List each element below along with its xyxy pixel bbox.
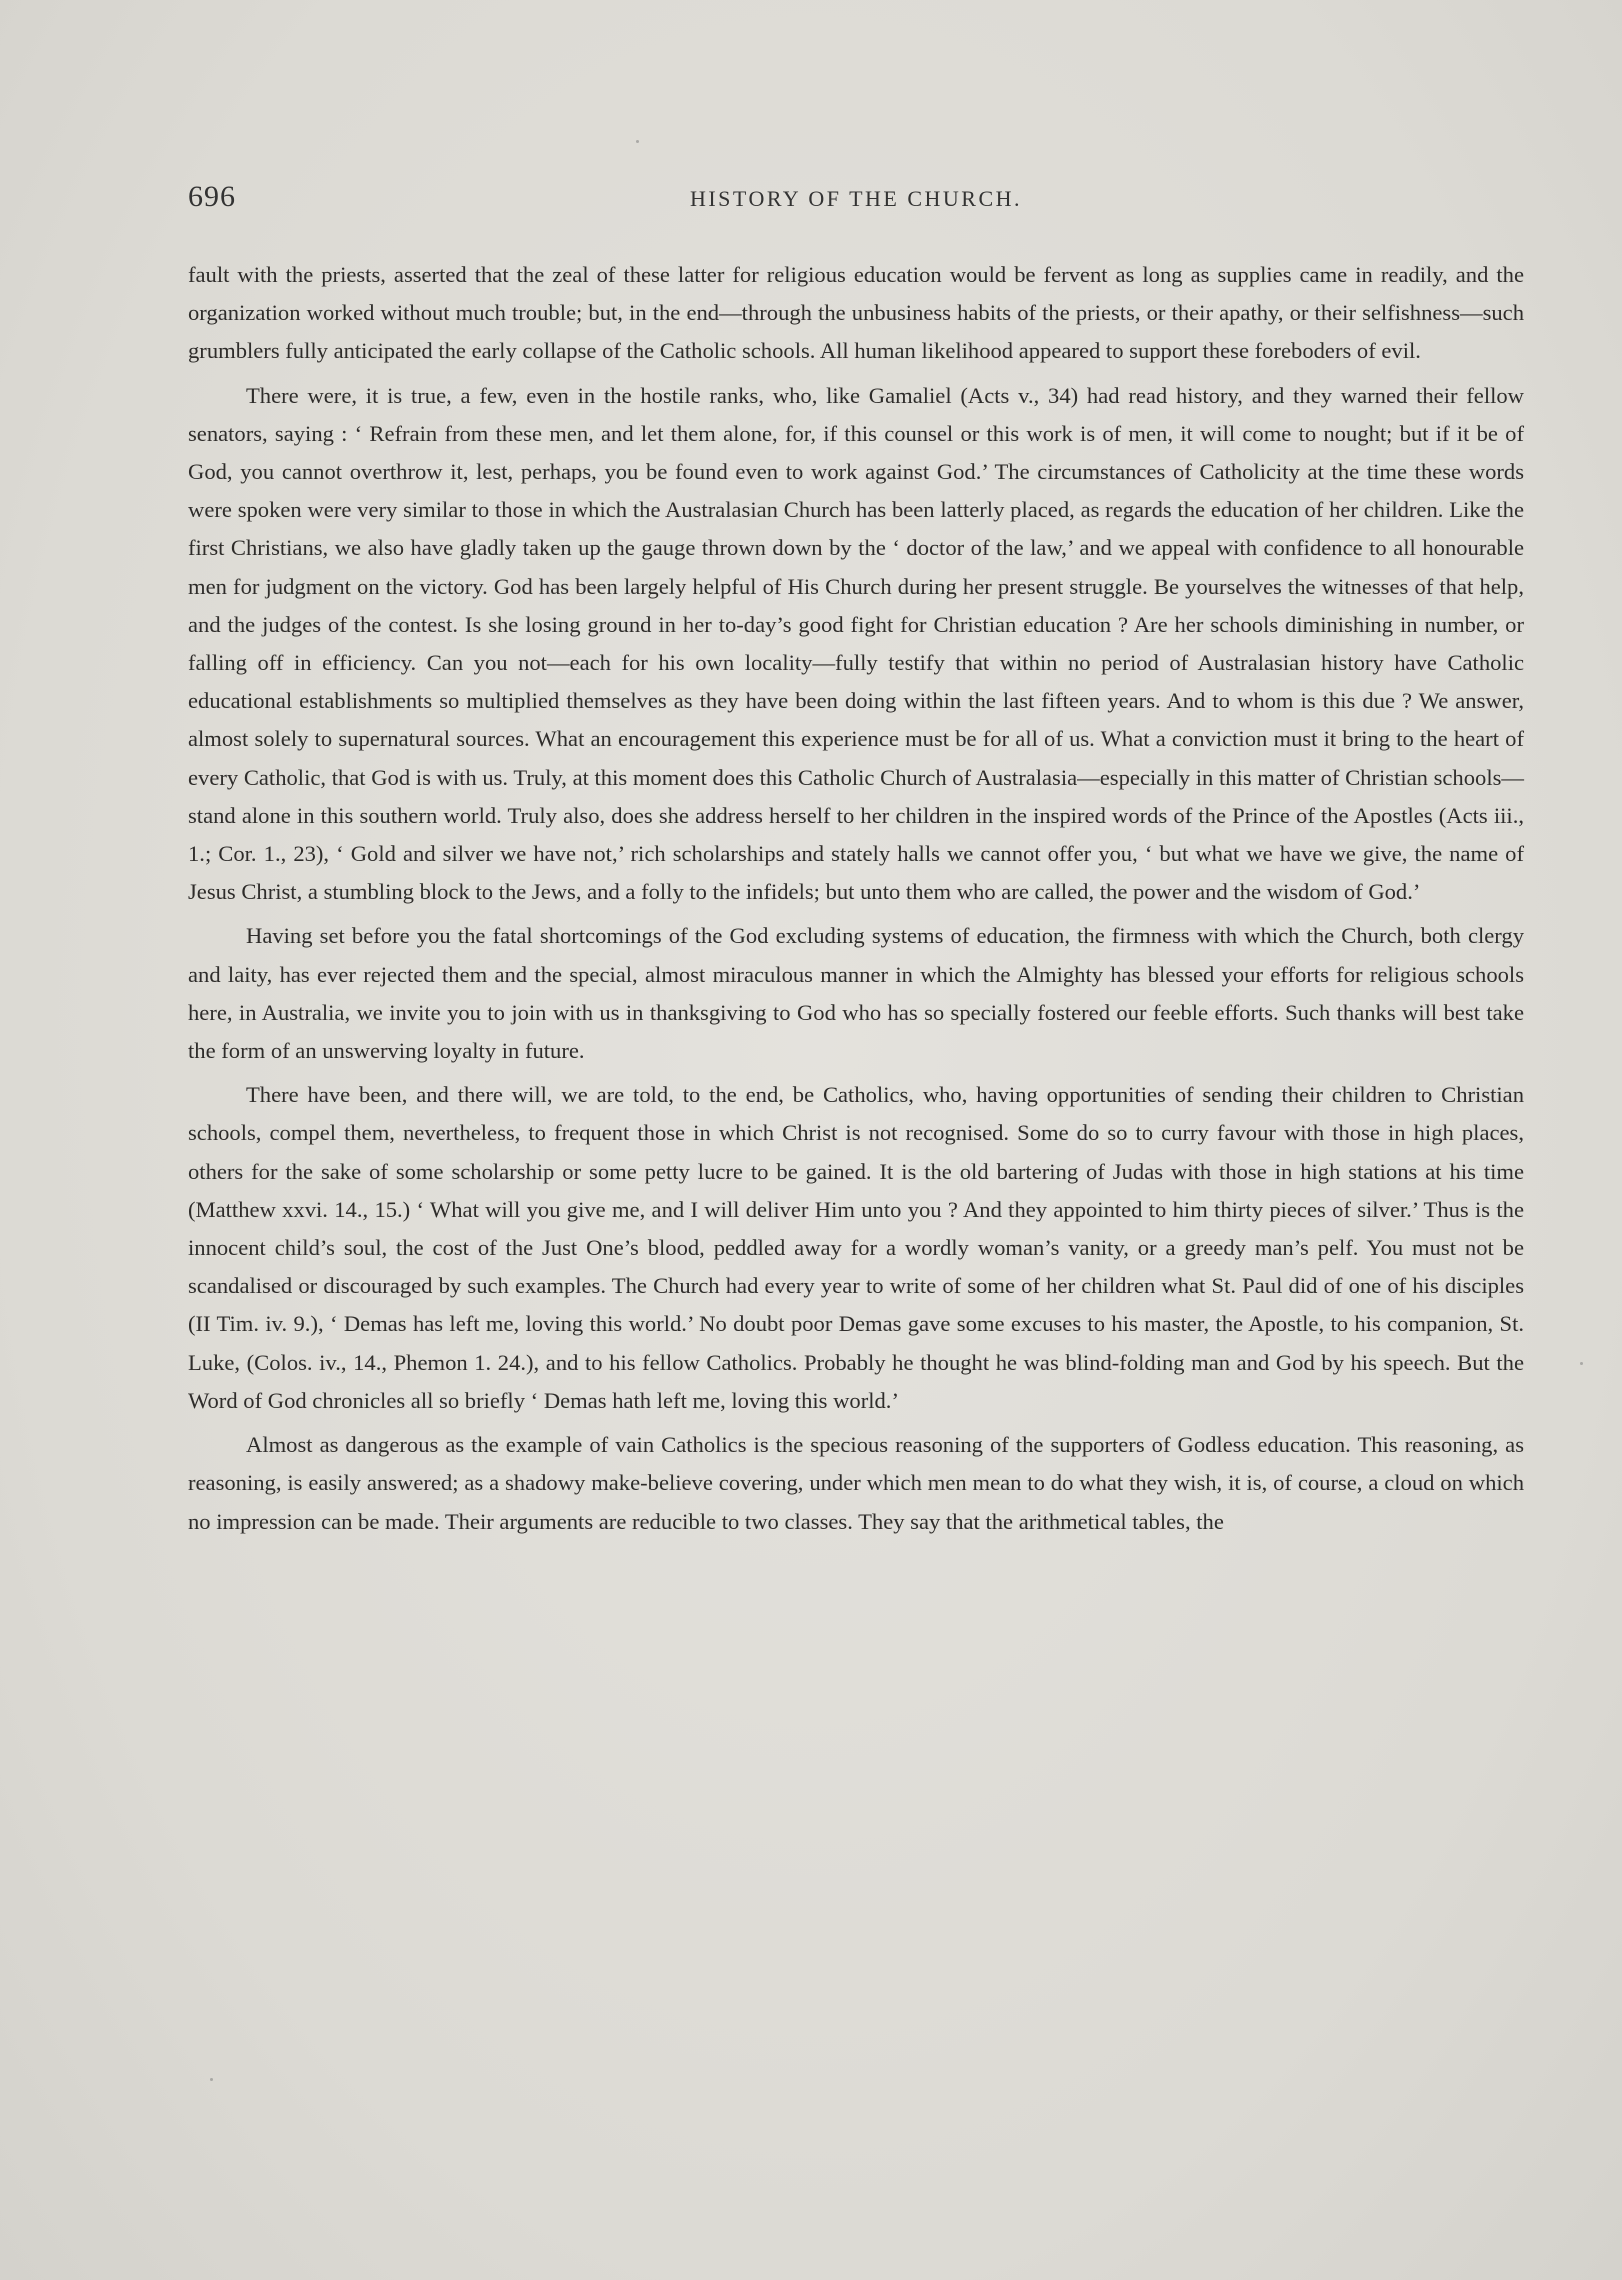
paragraph-godless-education: Almost as dangerous as the example of vain Catholics is the specious reasoning of the supporters of Godless education. This reasoning, as reasoning, is easily answered; as a shadowy make-believe covering, under which men mean to do what they wish, it is, of course, a cloud on which no impression can be made. Their arguments are reducible to two classes. They say that the arithmetical tables, the	[188, 1432, 1524, 1534]
paragraph-thanksgiving: Having set before you the fatal shortcomings of the God excluding systems of education, the firmness with which the Church, both clergy and laity, has ever rejected them and the special, almost miraculous manner in which the Almighty has blessed your efforts for religious schools here, in Australia, we invite you to join with us in thanksgiving to God who has so specially fostered our feeble efforts. Such thanks will best take the form of an unswerving loyalty in future.	[188, 923, 1524, 1064]
running-head: HISTORY OF THE CHURCH.	[689, 186, 1023, 211]
page-header	[188, 180, 1524, 224]
paragraph-gamaliel: There were, it is true, a few, even in the hostile ranks, who, like Gamaliel (Acts v., 34) had read history, and they warned their fellow senators, saying : ‘ Refrain from these men, and let them alone, for, if this counsel or this work is of men, it will come to nought; but if it be of God, you cannot overthrow it, lest, perhaps, you be found even to work against God.’ The circumstances of Catholicity at the time these words were spoken were very similar to those in which the Australasian Church has been latterly placed, as regards the education of her children. Like the first Christians, we also have gladly taken up the gauge thrown down by the ‘ doctor of the law,’ and we appeal with confidence to all honourable men for judgment on the victory. God has been largely helpful of His Church during her present struggle. Be yourselves the witnesses of that help, and the judges of the contest. Is she losing ground in her to-day’s good fight for Christian education ? Are her schools diminishing in number, or falling off in efficiency. Can you not—each for his own locality—fully testify that within no period of Australasian history have Catholic educational establishments so multiplied themselves as they have been doing within the last fifteen years. And to whom is this due ? We answer, almost solely to supernatural sources. What an encouragement this experience must be for all of us. What a conviction must it bring to the heart of every Catholic, that God is with us. Truly, at this moment does this Catholic Church of Australasia—especially in this matter of Christian schools—stand alone in this southern world. Truly also, does she address herself to her children in the inspired words of the Prince of the Apostles (Acts iii., 1.; Cor. 1., 23), ‘ Gold and silver we have not,’ rich scholarships and stately halls we cannot offer you, ‘ but what we have we give, the name of Jesus Christ, a stumbling block to the Jews, and a folly to the infidels; but unto them who are called, the power and the wisdom of God.’	[188, 382, 1524, 905]
body-text	[188, 256, 1524, 1547]
page-number: 696	[188, 180, 236, 213]
paragraph-continued: fault with the priests, asserted that the zeal of these latter for religious education would be fervent as long as supplies came in readily, and the organization worked without much trouble; but, in the end—through the unbusiness habits of the priests, or their apathy, or their selfishness—such grumblers fully anticipated the early collapse of the Catholic schools. All human likelihood appeared to support these foreboders of evil.	[188, 262, 1524, 364]
paper-speck	[1580, 1362, 1583, 1365]
paragraph-demas: There have been, and there will, we are told, to the end, be Catholics, who, having opportunities of sending their children to Christian schools, compel them, nevertheless, to frequent those in which Christ is not recognised. Some do so to curry favour with those in high places, others for the sake of some scholarship or some petty lucre to be gained. It is the old bartering of Judas with those in high stations at his time (Matthew xxvi. 14., 15.) ‘ What will you give me, and I will deliver Him unto you ? And they appointed to him thirty pieces of silver.’ Thus is the innocent child’s soul, the cost of the Just One’s blood, peddled away for a wordly woman’s vanity, or a greedy man’s pelf. You must not be scandalised or discouraged by such examples. The Church had every year to write of some of her children what St. Paul did of one of his disciples (II Tim. iv. 9.), ‘ Demas has left me, loving this world.’ No doubt poor Demas gave some excuses to his master, the Apostle, to his companion, St. Luke, (Colos. iv., 14., Phemon 1. 24.), and to his fellow Catholics. Probably he thought he was blind-folding man and God by his speech. But the Word of God chronicles all so briefly ‘ Demas hath left me, loving this world.’	[188, 1082, 1524, 1413]
paper-speck	[636, 140, 639, 143]
paper-speck	[210, 2078, 213, 2081]
